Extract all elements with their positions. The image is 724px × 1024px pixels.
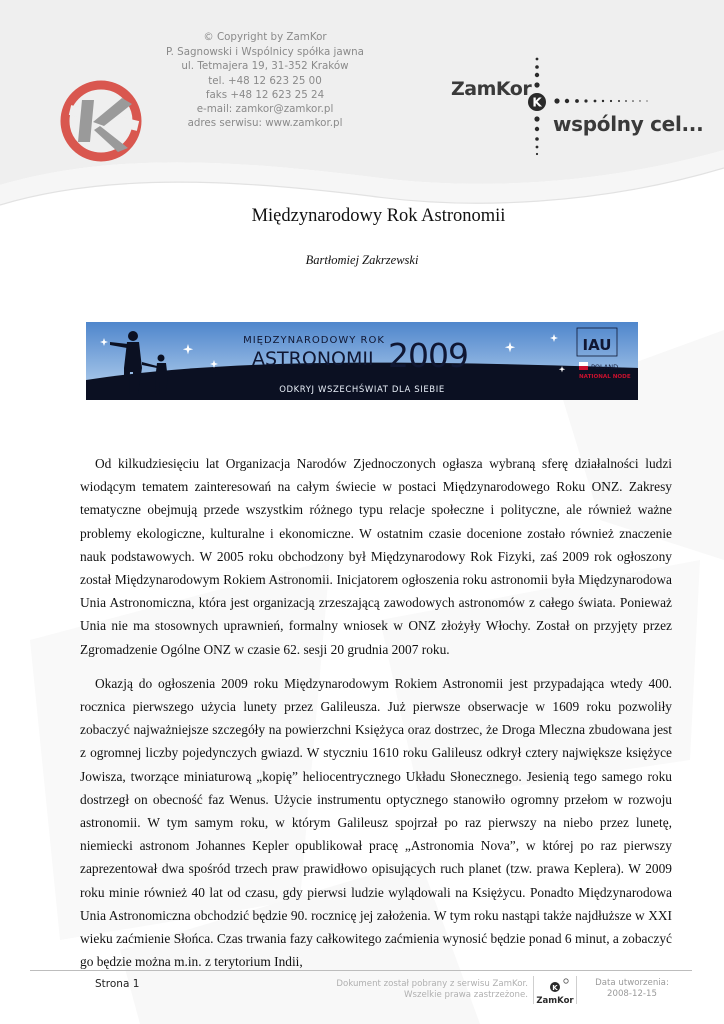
brand-dots-decoration — [525, 55, 665, 165]
creation-date — [584, 978, 680, 1000]
company-email[interactable]: e-mail: zamkor@zamkor.pl — [196, 103, 334, 115]
banner-org: IAU — [582, 336, 612, 354]
paragraph: Okazją do ogłoszenia 2009 roku Międzynarodowym Rokiem Astronomii jest przypadająca wtedy 400. rocznica pierwszego użycia lunety przez Galileusza. Już pierwsze obserwacje w 1609 roku pozwoliły zobaczyć najważniejsze szczegóły na powierzchni Księżyca oraz dostrzec, że Droga Mleczna zbudowana jest z ogromnej liczby pojedynczych gwiazd. W styczniu 1610 roku Galileusz odkrył cztery największe księżyce Jowisza, tworzące miniaturową „kopię” heliocentrycznego Układu Słonecznego. Jesienią tego samego roku dostrzegł on obecność faz Wenus. Użycie instrumentu optycznego stanowiło ogromny przełom w rozwoju astronomii. W tym samym roku, w którym Galileusz spojrzał po raz pierwszy na niebo przez lunetę, niemiecki astronom Johannes Kepler opublikował pracę „Astronomia Nova”, w której po raz pierwszy zaprezentował dwa spośród trzech praw prawidłowo opisujących ruch planet (tzw. prawa Keplera). W 2009 roku minie również 40 lat od czasu, gdy pierwsi ludzie wylądowali na Księżycu. Ponadto Międzynarodowa Unia Astronomiczna obchodzić będzie 90. rocznicę jej założenia. W tym roku nastąpi także najdłuższe w XXI wieku zaćmienie Słońca. Czas trwania fazy całkowitego zaćmienia wynosić będzie ponad 6 minut, a zobaczyć go będzie można m.in. z terytorium Indii, — [80, 675, 672, 970]
k-logo-icon — [60, 80, 142, 162]
document-body — [80, 452, 672, 984]
footer-notice — [320, 979, 528, 1001]
creation-date-value: 2008-12-15 — [607, 989, 657, 999]
banner-tagline: ODKRYJ WSZECHŚWIAT DLA SIEBIE — [279, 385, 445, 395]
footer-zamkor-logo — [536, 976, 574, 1006]
footer-separator — [533, 976, 534, 1004]
paragraph: Od kilkudziesięciu lat Organizacja Narodów Zjednoczonych ogłasza wybraną sferę działalności ludzi wiodącym tematem zainteresowań na całym świecie w postaci Międzynarodowego Roku ONZ. Zakresy tematyczne obejmują przede wszystkim różnego typu relacje społeczne i polityczne, ale również ważne problemy ekologiczne, kulturalne i ekonomiczne. W ostatnim czasie docenione zostało również znaczenie nauk podstawowych. W 2005 roku obchodzony był Międzynarodowy Rok Fizyki, zaś 2009 rok ogłoszony został Międzynarodowym Rokiem Astronomii. Inicjatorem ogłoszenia roku astronomii była Międzynarodowa Unia Astronomiczna, która jest organizacją zrzeszającą zawodowych astronomów z całego świata. Ponieważ Unia nie ma stosownych uprawnień, formalny wniosek w ONZ złożyły Włochy. Został on przyjęty przez Zgromadzenie Ogólne ONZ w czasie 62. sesji 20 grudnia 2007 roku. — [80, 456, 672, 657]
astronomy-year-banner — [86, 322, 638, 400]
contact-block — [150, 102, 380, 130]
banner-node: NATIONAL NODE — [579, 374, 631, 380]
page-number: Strona 1 — [95, 978, 140, 990]
brand-slogan: wspólny cel... — [553, 112, 704, 136]
banner-line1: MIĘDZYNARODOWY ROK — [243, 335, 385, 346]
footer-separator — [576, 976, 577, 1004]
banner-line2: ASTRONOMII — [252, 348, 374, 370]
company-address: ul. Tetmajera 19, 31-352 Kraków — [181, 60, 349, 72]
company-phone: tel. +48 12 623 25 00 — [208, 74, 322, 87]
company-name: P. Sagnowski i Wspólnicy spółka jawna — [166, 45, 364, 58]
footer-divider — [30, 970, 692, 971]
company-website[interactable]: adres serwisu: www.zamkor.pl — [187, 117, 343, 129]
footer-notice-line2: Wszelkie prawa zastrzeżone. — [403, 990, 528, 1000]
document-author: Bartłomiej Zakrzewski — [305, 253, 419, 267]
copyright-line: © Copyright by ZamKor — [203, 31, 327, 43]
footer-logo-text: ZamKor — [536, 996, 574, 1006]
document-title: Międzynarodowy Rok Astronomii — [251, 206, 506, 226]
copyright-block — [150, 30, 380, 103]
banner-year: 2009 — [388, 336, 468, 375]
svg-text:K: K — [552, 984, 558, 992]
svg-text:K: K — [532, 95, 542, 110]
company-fax: faks +48 12 623 25 24 — [205, 89, 325, 101]
footer-notice-line1: Dokument został pobrany z serwisu ZamKor. — [336, 979, 528, 989]
brand-name: ZamKor — [451, 78, 532, 100]
creation-date-label: Data utworzenia: — [595, 978, 669, 988]
banner-country: POLAND — [591, 363, 619, 371]
